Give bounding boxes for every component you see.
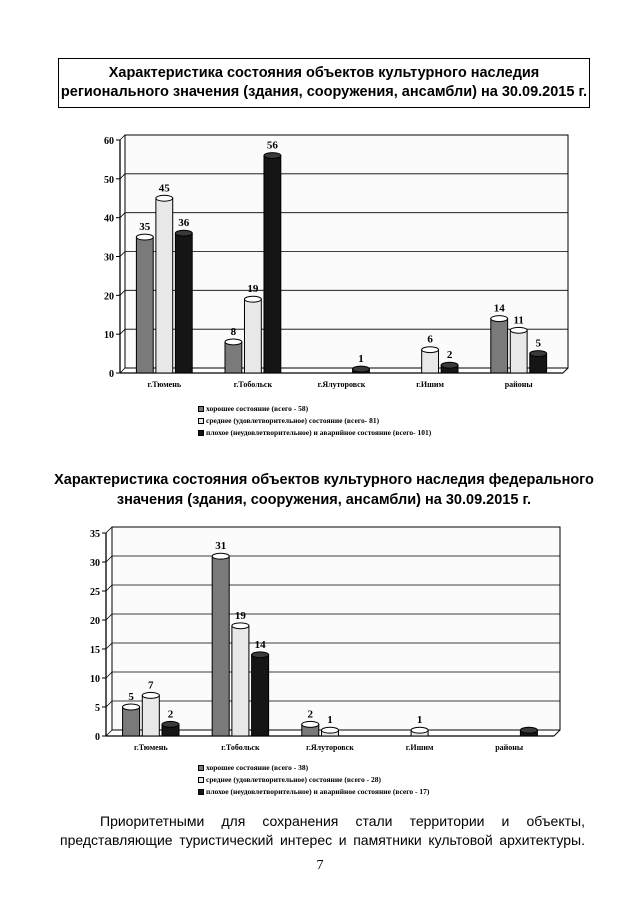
chart2-title-line1: Характеристика состояния объектов культурного наследия федерального [54,472,594,488]
data-label: 1 [416,714,423,727]
y-tick-label: 20 [104,291,114,303]
bar-body [123,707,140,736]
bar-cap [530,351,547,357]
bar-cap [491,316,508,322]
bar-good [136,234,153,373]
legend-swatch-good [198,406,204,412]
bar-bad [252,652,269,736]
y-tick-label: 0 [109,369,114,380]
y-tick-label: 5 [95,703,100,714]
gridline-depth [106,672,112,678]
bar-medium [510,327,527,373]
y-tick-label: 40 [104,213,114,225]
bar-cap [244,296,261,302]
floor-edge [563,368,568,373]
bar-medium [411,727,428,736]
data-label: 14 [254,638,266,651]
legend-swatch-medium [198,777,204,783]
y-tick-label: 20 [90,616,100,627]
legend-label-bad: плохое (неудовлетворительное) и аварийное состояние (всего- 101) [206,428,432,437]
footer-line1: Приоритетными для сохранения стали территории и объекты, [100,813,585,829]
bar-body [252,655,269,736]
legend-item-bad [198,786,429,798]
gridline-depth [106,614,112,620]
gridline-depth [120,368,125,373]
bar-body [136,237,153,373]
data-label: 56 [266,139,278,152]
bar-cap [422,347,439,353]
bar-cap [136,234,153,240]
bar-bad [353,366,370,373]
bar-bad [264,153,281,373]
bar-good [123,704,140,736]
bar-cap [156,195,173,201]
bar-medium [156,195,173,373]
data-label: 6 [427,333,433,346]
bar-medium [232,623,249,736]
page-number: 7 [316,858,324,873]
gridline-depth [106,730,112,736]
bar-cap [510,327,527,333]
x-tick-label: г.Ишим [405,743,434,752]
data-label: 19 [247,283,259,296]
y-tick-label: 50 [104,174,114,186]
bar-body [491,319,508,373]
bar-medium [244,296,261,373]
chart2-legend [198,762,429,798]
x-tick-label: г.Тюмень [134,743,168,752]
x-tick-label: г.Ишим [416,380,444,389]
legend-label-medium: среднее (удовлетворительное) состояние (всего - 28) [206,775,381,784]
gridline-depth [106,556,112,562]
legend-swatch-medium [198,418,204,424]
gridline-depth [120,174,125,179]
bar-body [422,350,439,373]
bar-good [212,553,229,736]
bar-body [510,330,527,373]
x-tick-label: районы [504,380,533,389]
y-tick-label: 10 [90,674,100,685]
bar-bad [162,721,179,736]
legend-label-bad: плохое (неудовлетворительное) и аварийное состояние (всего - 17) [206,787,430,796]
chart2-title-line2: значения (здания, сооружения, ансамбли) на 30.09.2015 г. [116,492,532,508]
bar-body [142,695,159,736]
gridline-depth [106,585,112,591]
legend-item-good [198,403,431,415]
bar-cap [232,623,249,629]
bar-cap [175,230,192,236]
bar-cap [252,652,269,658]
chart-federal [0,515,640,755]
plot-area [112,527,560,730]
gridline-depth [120,135,125,140]
bar-bad [520,727,537,736]
chart1-title [58,58,590,108]
bar-body [264,156,281,373]
bar-body [232,626,249,736]
bar-good [491,316,508,373]
gridline-depth [120,290,125,295]
y-tick-label: 30 [90,558,100,569]
bar-body [225,342,242,373]
legend-swatch-bad [198,789,204,795]
y-tick-label: 30 [104,252,114,264]
y-tick-label: 35 [90,529,100,540]
bar-cap [212,553,229,559]
data-label: 5 [535,337,541,350]
bar-medium [321,727,338,736]
x-tick-label: районы [495,743,524,752]
y-tick-label: 10 [104,330,114,342]
legend-item-good [198,762,429,774]
legend-label-good: хорошее состояние (всего - 58) [206,404,309,413]
bar-body [175,233,192,373]
legend-item-bad [198,427,431,439]
gridline-depth [106,527,112,533]
y-tick-label: 0 [95,732,100,743]
legend-item-medium [198,415,431,427]
x-tick-label: г.Тобольск [221,743,260,752]
gridline-depth [106,643,112,649]
bar-cap [520,727,537,733]
bar-cap [353,366,370,372]
data-label: 35 [139,221,151,234]
legend-item-medium [198,774,429,786]
data-label: 36 [178,217,190,230]
data-label: 45 [158,182,170,195]
bar-cap [264,153,281,159]
bar-bad [441,362,458,373]
bar-bad [175,230,192,373]
data-label: 19 [234,609,246,622]
legend-label-good: хорошее состояние (всего - 38) [206,763,309,772]
bar-cap [123,704,140,710]
chart1-legend [198,403,431,439]
footer-paragraph [60,812,585,850]
gridline-depth [120,252,125,257]
data-label: 7 [148,679,154,692]
y-tick-label: 15 [90,645,100,656]
y-tick-label: 60 [104,136,114,147]
bar-cap [441,362,458,368]
bar-cap [225,339,242,345]
chart-regional [0,115,640,400]
data-label: 2 [307,708,314,721]
data-label: 2 [446,349,453,362]
floor-edge [554,730,560,736]
bar-medium [422,347,439,373]
data-label: 11 [513,314,524,327]
bar-bad [530,351,547,373]
data-label: 1 [327,714,333,727]
bar-good [302,721,319,736]
bar-cap [321,727,338,733]
data-label: 31 [215,540,227,553]
gridline-depth [106,701,112,707]
bar-body [156,198,173,373]
bar-cap [142,692,159,698]
legend-swatch-bad [198,430,204,436]
data-label: 8 [230,325,237,338]
legend-label-medium: среднее (удовлетворительное) состояние (всего- 81) [206,416,380,425]
chart1-title-line2: регионального значения (здания, сооружения, ансамбли) на 30.09.2015 г. [60,84,588,100]
data-label: 5 [128,691,134,703]
chart2-title [40,470,608,510]
bar-cap [162,721,179,727]
data-label: 1 [358,353,364,366]
footer-line2: представляющие туристический интерес и памятники культовой архитектуры. [60,832,585,848]
chart1-title-line1: Характеристика состояния объектов культурного наследия [108,65,540,81]
gridline-depth [120,329,125,334]
legend-swatch-good [198,765,204,771]
x-tick-label: г.Ялуторовск [306,743,354,752]
y-tick-label: 25 [90,587,100,598]
x-tick-label: г.Тобольск [233,380,273,389]
x-tick-label: г.Тюмень [147,380,182,389]
bar-body [212,556,229,736]
bar-good [225,339,242,373]
bar-cap [302,721,319,727]
x-tick-label: г.Ялуторовск [317,380,366,389]
bar-body [244,299,261,373]
data-label: 2 [167,708,174,721]
gridline-depth [120,213,125,218]
bar-cap [411,727,428,733]
data-label: 14 [493,302,505,315]
bar-medium [142,692,159,736]
